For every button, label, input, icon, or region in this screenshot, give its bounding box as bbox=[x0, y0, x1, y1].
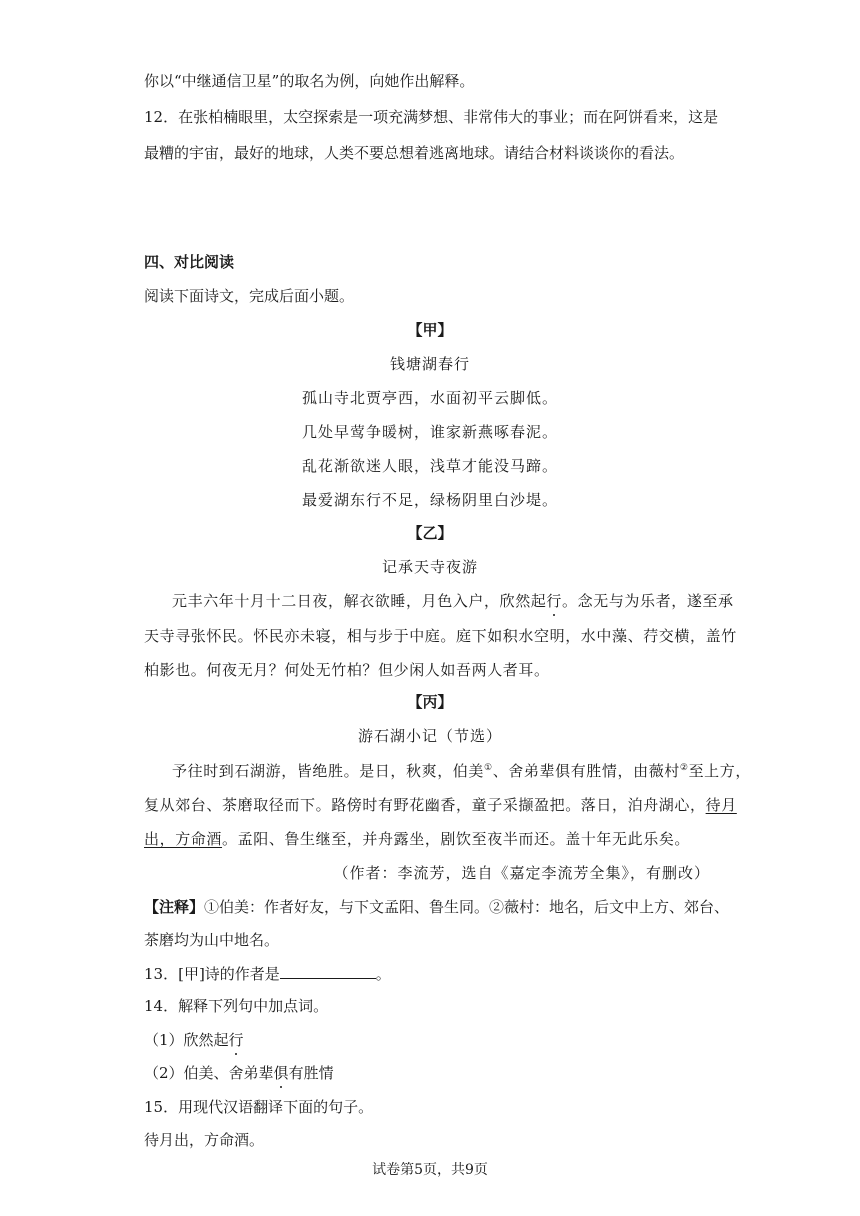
notes-line2: 茶磨均为山中地名。 bbox=[144, 931, 280, 949]
yi-text-b: 。念无与为乐者，遂至承 bbox=[562, 592, 734, 610]
poem-line-3: 乱花渐欲迷人眼，浅草才能没马蹄。 bbox=[301, 457, 558, 475]
question-13-text: 13．[甲]诗的作者是 bbox=[144, 965, 280, 983]
question-13 bbox=[144, 962, 391, 984]
bing-paragraph-line1 bbox=[172, 761, 751, 781]
bing-source: （作者：李流芳，选自《嘉定李流芳全集》，有删改） bbox=[333, 864, 710, 882]
label-bing: 【丙】 bbox=[407, 693, 453, 711]
bing-text-b: 、舍弟辈俱有胜情，由薇村 bbox=[492, 762, 680, 780]
question-13-end: 。 bbox=[375, 965, 391, 983]
poem-line-4: 最爱湖东行不足，绿杨阴里白沙堤。 bbox=[301, 491, 558, 509]
answer-blank[interactable] bbox=[280, 962, 376, 979]
question-12-line2: 最糟的宇宙，最好的地球，人类不要总想着逃离地球。请结合材料谈谈你的看法。 bbox=[144, 144, 685, 162]
underlined-sentence-part2: 出，方命酒 bbox=[144, 830, 223, 848]
intro-line: 你以“中继通信卫星”的取名为例，向她作出解释。 bbox=[144, 72, 475, 90]
section-4-instruction: 阅读下面诗文，完成后面小题。 bbox=[144, 287, 355, 305]
bing-text-l2: 复从郊台、茶磨取径而下。路傍时有野花幽香，童子采撷盈把。落日，泊舟湖心， bbox=[144, 796, 706, 814]
poem-line-2: 几处早莺争暖树，谁家新燕啄春泥。 bbox=[301, 423, 558, 441]
question-14-item-2 bbox=[144, 1063, 334, 1083]
question-15: 15．用现代汉语翻译下面的句子。 bbox=[144, 1098, 374, 1116]
bing-text-l3: 。孟阳、鲁生继至，并舟露坐，剧饮至夜半而还。盖十年无此乐矣。 bbox=[222, 830, 691, 848]
bing-text-a: 予往时到石湖游，皆绝胜。是日，秋爽，伯美 bbox=[172, 762, 485, 780]
label-jia: 【甲】 bbox=[407, 321, 453, 339]
page-footer: 试卷第5页，共9页 bbox=[372, 1162, 488, 1178]
yi-paragraph-line1 bbox=[172, 591, 734, 611]
question-12-line1: 12．在张柏楠眼里，太空探索是一项充满梦想、非常伟大的事业；而在阿饼看来，这是 bbox=[144, 108, 719, 126]
footnote-mark-2: ② bbox=[679, 763, 689, 773]
yi-paragraph-line3: 柏影也。何夜无月？何处无竹柏？但少闲人如吾两人者耳。 bbox=[144, 661, 550, 679]
bing-text-c: 至上方， bbox=[688, 762, 751, 780]
bing-title: 游石湖小记（节选） bbox=[357, 727, 502, 745]
section-4-heading: 四、对比阅读 bbox=[144, 253, 235, 271]
item-2-text-a: （2）伯美、舍弟辈 bbox=[144, 1064, 274, 1082]
label-yi: 【乙】 bbox=[407, 524, 453, 542]
bing-paragraph-line2 bbox=[144, 795, 737, 815]
dotted-word: 行 bbox=[546, 592, 563, 610]
item-2-text-b: 有胜情 bbox=[288, 1064, 334, 1082]
yi-title: 记承天寺夜游 bbox=[381, 558, 478, 576]
notes-line1 bbox=[144, 897, 729, 917]
poem-line-1: 孤山寺北贾亭西，水面初平云脚低。 bbox=[301, 389, 558, 407]
yi-text-a: 元丰六年十月十二日夜，解衣欲睡，月色入户，欣然起 bbox=[172, 592, 547, 610]
question-14-item-1 bbox=[144, 1030, 244, 1050]
poem-title: 钱塘湖春行 bbox=[389, 355, 470, 373]
dotted-word: 俱 bbox=[273, 1064, 289, 1082]
dotted-word: 行 bbox=[228, 1031, 244, 1049]
item-1-text: （1）欣然起 bbox=[144, 1031, 229, 1049]
question-14: 14．解释下列句中加点词。 bbox=[144, 997, 329, 1015]
footnote-mark-1: ① bbox=[484, 763, 493, 773]
notes-text-1: ①伯美：作者好友，与下文孟阳、鲁生同。②薇村：地名，后文中上方、郊台、 bbox=[204, 898, 730, 916]
question-15-sentence: 待月出，方命酒。 bbox=[144, 1131, 265, 1149]
yi-paragraph-line2: 天寺寻张怀民。怀民亦未寝，相与步于中庭。庭下如积水空明，水中藻、荇交横，盖竹 bbox=[144, 627, 737, 645]
underlined-sentence-part1: 待月 bbox=[705, 796, 737, 814]
bing-paragraph-line3 bbox=[144, 829, 690, 849]
notes-label: 【注释】 bbox=[144, 898, 205, 916]
